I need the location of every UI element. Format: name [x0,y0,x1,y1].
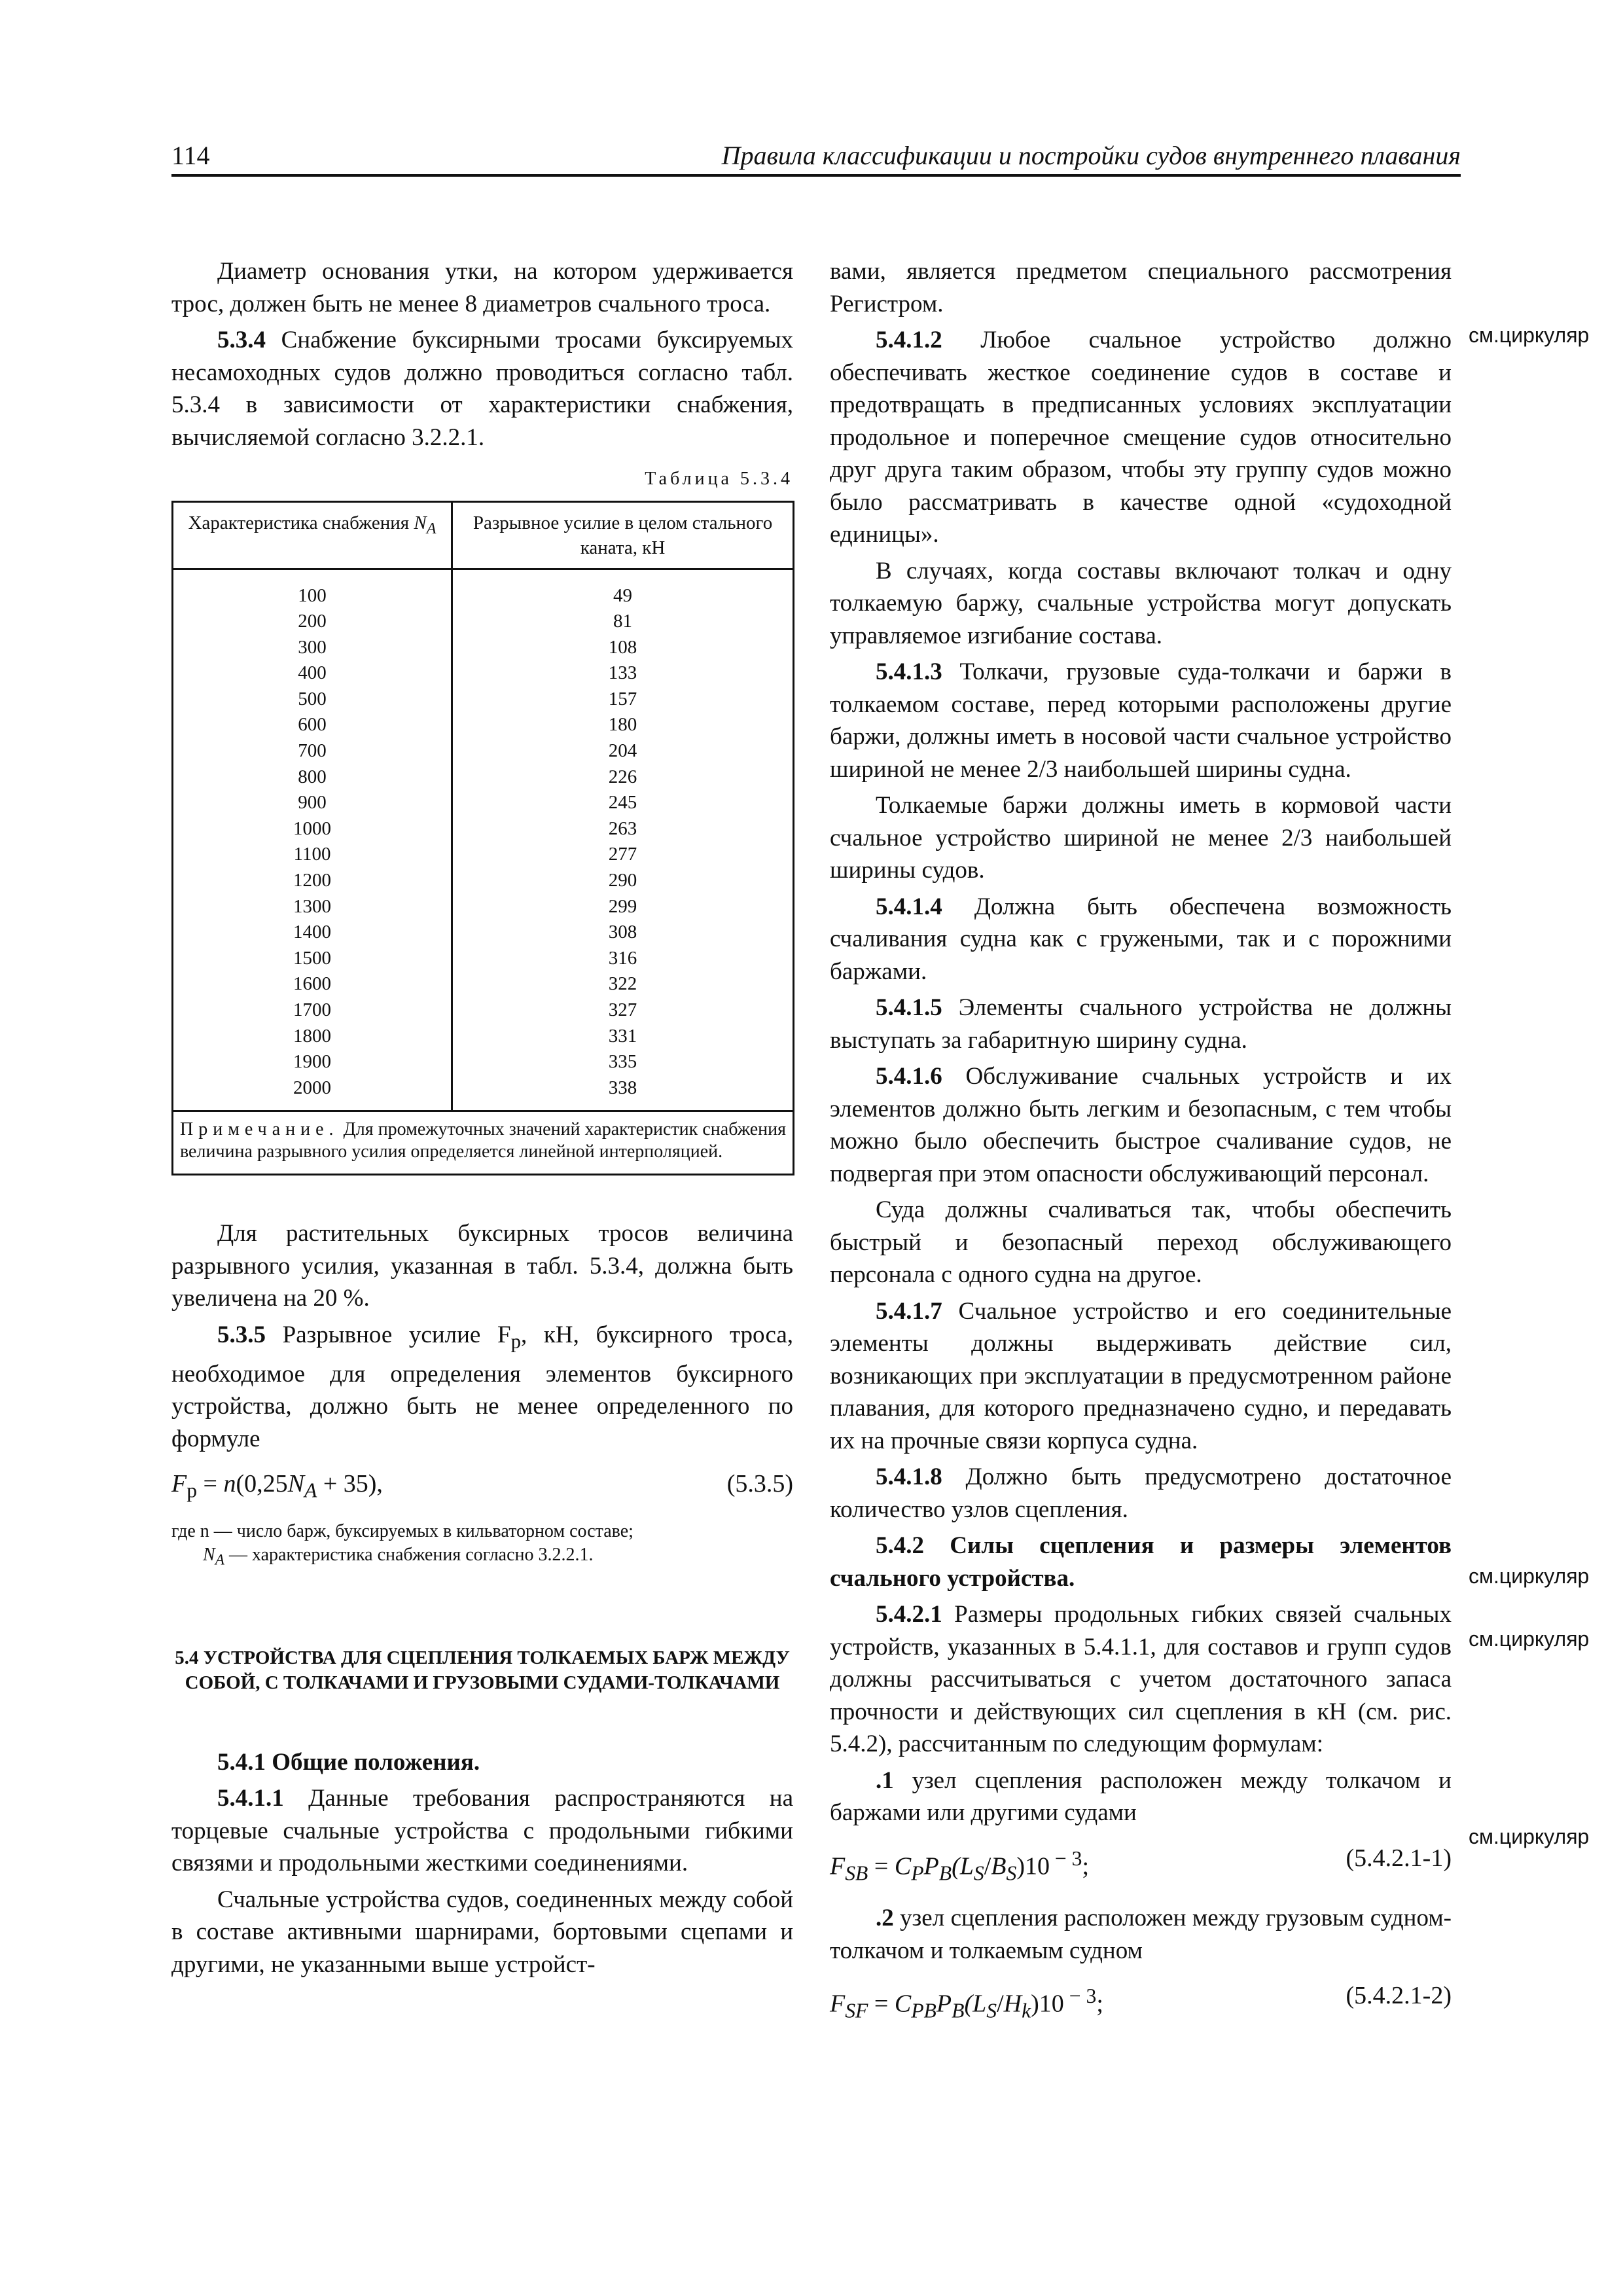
clause-text: Разрывное усилие F [266,1321,511,1348]
paragraph [830,992,1452,1056]
symbol: N [414,512,427,533]
clause-number: 5.4.1.7 [876,1297,942,1325]
paragraph: Толкаемые баржи должны иметь в кормовой части счальное устройство шириной не менее 2/3 наибольшей ширины судов. [830,792,1452,884]
table-header-cell [173,501,452,569]
clause-text: Снабжение буксирными тросами буксируемых несамоходных судов должно проводиться согласно табл. 5.3.4 в зависимости от характеристики снабжения, вычисляемой согласно 3.2.2.1. [171,327,793,451]
running-title: Правила классификации и постройки судов внутреннего плавания [721,141,1461,170]
paragraph [171,324,793,454]
clause-text: узел сцепления расположен между грузовым судном-толкачом и толкаемым судном [830,1905,1452,1964]
paragraph [830,1461,1452,1526]
paragraph [830,1060,1452,1190]
clause-number: .2 [876,1905,894,1932]
margin-note-circular: см.циркуляр [1469,323,1590,347]
paragraph: вами, является предметом специального рассмотрения Регистром. [830,258,1452,317]
clause-text: Должна быть обеспечена возможность счаливания судна как с гружеными, так и с порожними баржами. [830,893,1452,985]
paragraph [830,1902,1452,1967]
clause-text: , кН, буксирного троса, необходимое для определения элементов буксирного устройства, должно быть не менее определенного по формуле [171,1321,793,1452]
header-rule [171,174,1461,177]
formula-number: (5.3.5) [726,1470,793,1498]
paragraph: Для растительных буксирных тросов величина разрывного усилия, указанная в табл. 5.3.4, должна быть увеличена на 20 %. [171,1220,793,1312]
subsection-heading: 5.4.2 Силы сцепления и размеры элементов счального устройства. [830,1532,1452,1592]
clause-number: 5.3.4 [217,327,266,353]
section-title: 5.4 УСТРОЙСТВА ДЛЯ СЦЕПЛЕНИЯ ТОЛКАЕМЫХ БАРЖ МЕЖДУ СОБОЙ, С ТОЛКАЧАМИ И ГРУЗОВЫМИ СУДАМИ-ТОЛКАЧАМИ [175,1647,790,1693]
table-header-cell: Разрывное усилие в целом стального каната, кН [452,501,794,569]
margin-note-circular: см.циркуляр [1469,1627,1590,1651]
paragraph [830,1598,1452,1761]
clause-text: Счальное устройство и его соединительные элементы должны выдерживать действие сил, возникающих при эксплуатации в предусмотренном районе плавания, для которого предназначено судно, и передавать их на прочные связи корпуса судна. [830,1297,1452,1454]
paragraph [830,1765,1452,1829]
clause-number: 5.3.5 [217,1321,266,1348]
clause-text: Элементы счального устройства не должны выступать за габаритную ширину судна. [830,994,1452,1054]
table-column-na: 100 200 300 400 500 600 700 800 900 1000 1100 1200 1300 1400 1500 1600 1700 1800 1900 2000 [173,569,452,1111]
paragraph [171,1319,793,1455]
note-text: Для промежуточных значений характеристик снабжения величина разрывного усилия определяется линейной интерполяцией. [180,1119,786,1162]
subsection-heading: 5.4.1 Общие положения. [217,1748,480,1776]
formula-number: (5.4.2.1-1) [1346,1844,1452,1872]
header-text: Характеристика снабжения [188,512,414,533]
clause-number: 5.4.1.5 [876,994,942,1021]
clause-text: Обслуживание счальных устройств и их элементов должно быть легким и безопасным, с тем чтобы можно было обеспечить быстрое счаливание судов, не подвергая при этом опасности обслуживающий персонал. [830,1063,1452,1187]
clause-number: 5.4.1.3 [876,658,942,685]
clause-text: Размеры продольных гибких связей счальных устройств, указанных в 5.4.1.1, для составов и групп судов должны рассчитываться с учетом достаточного запаса прочности и действующих сил сцепления в кН (см. рис. 5.4.2), рассчитанным по следующим формулам: [830,1601,1452,1757]
paragraph [830,891,1452,988]
page-number: 114 [171,141,210,170]
clause-number: 5.4.1.1 [217,1785,284,1812]
formula-number: (5.4.2.1-2) [1346,1982,1452,2010]
clause-text: узел сцепления расположен между толкачом и баржами или другими судами [830,1767,1452,1826]
margin-note-circular: см.циркуляр [1469,1825,1590,1848]
table-column-force: 49 81 108 133 157 180 204 226 245 263 277 290 299 308 316 322 327 331 335 338 [452,569,794,1111]
formula-expression: $F_{SB} = C_PP_B(L_S/B_S)10$ $^{- 3}$; [830,1846,1090,1884]
formula-legend [171,1520,793,1572]
formula-expression: $F_р = n(0,25N_A + 35)$, [171,1470,383,1502]
clause-text: Данные требования распространяются на торцевые счальные устройства с продольными гибкими связями и продольными жесткими соединениями. [171,1785,793,1877]
paragraph [830,656,1452,785]
formula-5-3-5 [171,1468,793,1507]
paragraph [830,1295,1452,1458]
paragraph: В случаях, когда составы включают толкач и одну толкаемую баржу, счальные устройства могут допускать управляемое изгибание состава. [830,557,1452,649]
legend-line: $N_A$ — характеристика снабжения согласно 3.2.2.1. [203,1545,594,1569]
subscript: A [426,519,437,537]
formula-5-4-2-1-2 [830,1980,1452,2027]
clause-text: Толкачи, грузовые суда-толкачи и баржи в толкаемом составе, перед которыми расположены другие баржи, должны иметь в носовой части счальное устройство шириной не менее 2/3 наибольшей ширины судна. [830,658,1452,783]
clause-text: Должно быть предусмотрено достаточное количество узлов сцепления. [830,1463,1452,1523]
clause-number: 5.4.1.2 [876,327,942,353]
supply-table [171,501,794,1176]
table-note [173,1111,794,1175]
paragraph: Счальные устройства судов, соединенных между собой в составе активными шарнирами, бортовыми сцепами и другими, не указанными выше устройст- [171,1886,793,1978]
legend-line: где n — число барж, буксируемых в кильваторном составе; [171,1521,633,1542]
right-column [830,255,1452,2040]
clause-number: .1 [876,1767,894,1794]
paragraph [171,1782,793,1880]
formula-5-4-2-1-1 [830,1842,1452,1890]
clause-number: 5.4.1.8 [876,1463,942,1490]
paragraph: Суда должны счаливаться так, чтобы обеспечить быстрый и безопасный переход обслуживающего персонала с одного судна на другое. [830,1196,1452,1288]
clause-text: Любое счальное устройство должно обеспечивать жесткое соединение судов в составе и предотвращать в предписанных условиях эксплуатации продольное и поперечное смещение судов относительно друг друга таким образом, чтобы эту группу судов можно было рассматривать в качестве одной «судоходной единицы». [830,327,1452,548]
note-label: Примечание. [180,1119,339,1140]
left-column [171,255,793,1984]
paragraph: Диаметр основания утки, на котором удерживается трос, должен быть не менее 8 диаметров счального троса. [171,258,793,317]
margin-note-circular: см.циркуляр [1469,1564,1590,1588]
subscript: р [510,1330,521,1353]
table-caption: Таблица 5.3.4 [645,469,793,489]
clause-number: 5.4.1.4 [876,893,942,920]
formula-expression: $F_{SF} = C_{PB}P_B(L_S/H_k)10$ $^{- 3}$; [830,1984,1103,2022]
clause-number: 5.4.1.6 [876,1063,942,1090]
clause-number: 5.4.2.1 [876,1601,942,1628]
paragraph [830,324,1452,551]
